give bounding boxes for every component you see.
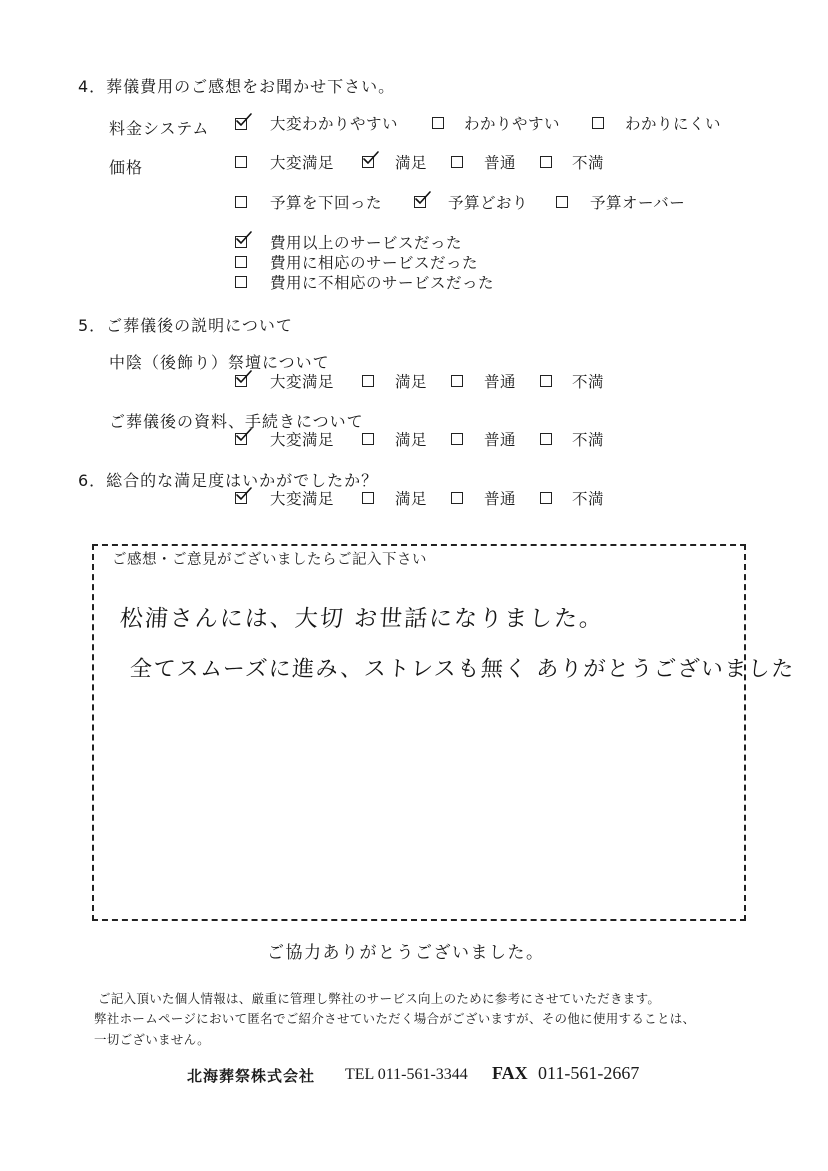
price-label: 価格 (109, 158, 144, 177)
privacy-note-line-3: 一切ございません。 (94, 1032, 210, 1047)
checkbox[interactable] (235, 256, 247, 268)
option-label: 普通 (484, 431, 517, 449)
checkbox[interactable] (235, 276, 247, 288)
checkbox[interactable] (451, 375, 463, 387)
option-label: 大変満足 (270, 373, 335, 391)
handwritten-comment-line-1: 松浦さんには、大切 お世話になりました。 (118, 606, 606, 632)
checkbox-checked[interactable] (235, 118, 247, 130)
option-label: 予算どおり (448, 194, 529, 212)
checkbox[interactable] (235, 156, 247, 168)
option-label: 満足 (395, 373, 428, 391)
q6-title: 6．総合的な満足度はいかがでしたか？ (78, 471, 379, 490)
option-label: 不満 (572, 373, 605, 391)
check-mark-icon (235, 486, 253, 504)
checkbox-checked[interactable] (235, 433, 247, 445)
checkbox[interactable] (540, 433, 552, 445)
checkbox[interactable] (592, 117, 604, 129)
privacy-note-line-2: 弊社ホームページにおいて匿名でご紹介させていただく場合がございますが、その他に使用することは、 (94, 1011, 696, 1026)
option-label: 普通 (484, 490, 517, 508)
option-label: 費用以上のサービスだった (270, 234, 463, 252)
checkbox[interactable] (451, 156, 463, 168)
company-name: 北海葬祭株式会社 (187, 1067, 316, 1085)
checkbox-checked[interactable] (362, 156, 374, 168)
checkbox[interactable] (451, 492, 463, 504)
checkbox[interactable] (362, 433, 374, 445)
check-mark-icon (414, 190, 432, 208)
fee-system-label: 料金システム (109, 119, 210, 138)
q4-title: 4．葬儀費用のご感想をお聞かせ下さい。 (78, 77, 396, 96)
checkbox-checked[interactable] (235, 375, 247, 387)
option-label: 普通 (484, 154, 517, 172)
checkbox-checked[interactable] (235, 236, 247, 248)
option-label: 費用に相応のサービスだった (270, 254, 479, 272)
checkbox-checked[interactable] (414, 196, 426, 208)
option-label: 大変わかりやすい (270, 115, 399, 133)
check-mark-icon (235, 369, 253, 387)
option-label: 予算を下回った (270, 194, 383, 212)
altar-label: 中陰（後飾り）祭壇について (109, 353, 330, 372)
checkbox[interactable] (451, 433, 463, 445)
option-label: 不満 (572, 431, 605, 449)
option-label: 大変満足 (270, 154, 335, 172)
checkbox[interactable] (362, 492, 374, 504)
company-fax-label: FAX (492, 1063, 528, 1083)
checkbox[interactable] (556, 196, 568, 208)
company-tel: TEL 011-561-3344 (345, 1066, 468, 1083)
comment-header: ご感想・ご意見がございましたらご記入下さい (112, 552, 427, 568)
option-label: わかりにくい (625, 115, 722, 133)
checkbox[interactable] (540, 156, 552, 168)
check-mark-icon (235, 427, 253, 445)
option-label: 大変満足 (270, 490, 335, 508)
thanks-message: ご協力ありがとうございました。 (267, 943, 545, 963)
option-label: 普通 (484, 373, 517, 391)
option-label: 不満 (572, 154, 605, 172)
option-label: 大変満足 (270, 431, 335, 449)
option-label: 不満 (572, 490, 605, 508)
checkbox[interactable] (432, 117, 444, 129)
check-mark-icon (235, 112, 253, 130)
option-label: 満足 (395, 490, 428, 508)
privacy-note-line-1: ご記入頂いた個人情報は、厳重に管理し弊社のサービス向上のために参考にさせていただきます。 (98, 991, 661, 1006)
handwritten-comment-line-2: 全てスムーズに進み、ストレスも無く ありがとうございました (128, 657, 796, 682)
check-mark-icon (235, 230, 253, 248)
docs-label: ご葬儀後の資料、手続きについて (109, 412, 364, 431)
checkbox[interactable] (235, 196, 247, 208)
checkbox[interactable] (362, 375, 374, 387)
option-label: 満足 (395, 431, 428, 449)
option-label: 満足 (395, 154, 428, 172)
checkbox[interactable] (540, 492, 552, 504)
checkbox-checked[interactable] (235, 492, 247, 504)
option-label: 予算オーバー (590, 194, 686, 212)
checkbox[interactable] (540, 375, 552, 387)
option-label: 費用に不相応のサービスだった (270, 274, 495, 292)
q5-title: 5．ご葬儀後の説明について (78, 316, 293, 335)
option-label: わかりやすい (464, 115, 561, 133)
company-fax: 011-561-2667 (538, 1063, 640, 1083)
check-mark-icon (362, 150, 380, 168)
